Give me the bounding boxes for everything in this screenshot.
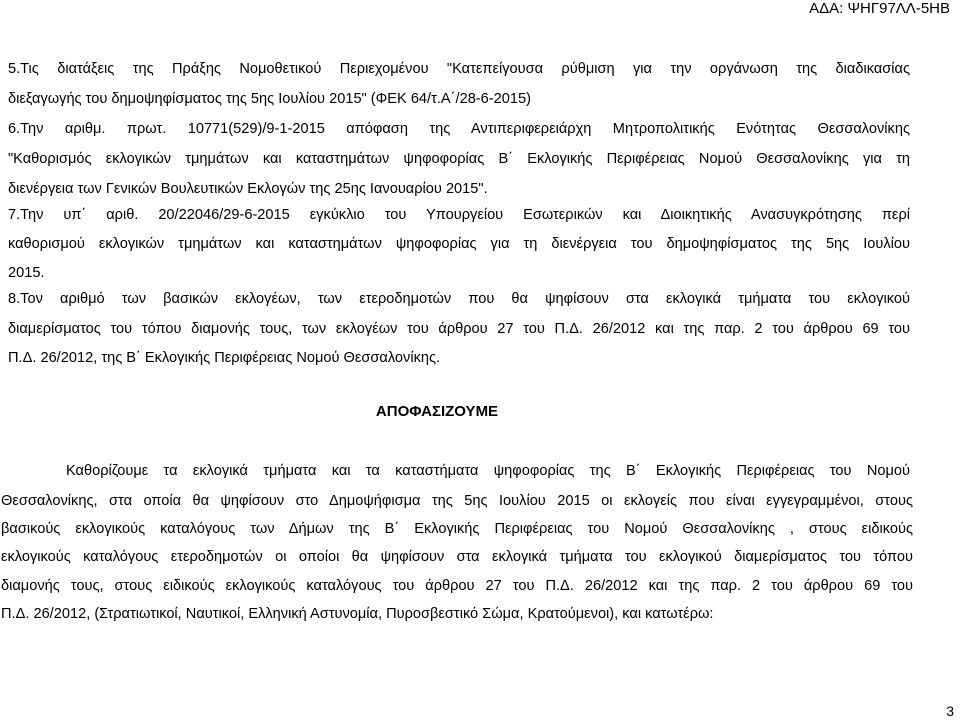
clause-7-line-1: 7.Την υπ΄ αριθ. 20/22046/29-6-2015 εγκύκλιο του Υπουργείου Εσωτερικών και Διοικητικής Ανασυγκρότησης περί <box>8 207 910 223</box>
page-number: 3 <box>946 703 954 719</box>
clause-8-line-3: Π.Δ. 26/2012, της Β΄ Εκλογικής Περιφέρειας Νομού Θεσσαλονίκης. <box>8 350 441 366</box>
clause-6-line-2: "Καθορισμός εκλογικών τμημάτων και καταστημάτων ψηφοφορίας Β΄ Εκλογικής Περιφέρειας Νομού Θεσσαλονίκης για τη <box>8 151 910 167</box>
decision-body-line-4: εκλογικούς καταλόγους ετεροδημοτών οι οποίοι θα ψηφίσουν στα εκλογικά τμήματα του εκλογικού διαμερίσματος του τόπου <box>1 549 913 565</box>
clause-5-line-1: 5.Τις διατάξεις της Πράξης Νομοθετικού Περιεχομένου "Κατεπείγουσα ρύθμιση για την οργάνωση της διαδικασίας <box>8 61 910 77</box>
clause-6-line-3: διενέργεια των Γενικών Βουλευτικών Εκλογών της 25ης Ιανουαρίου 2015". <box>8 181 488 197</box>
decision-body-line-2: Θεσσαλονίκης, στα οποία θα ψηφίσουν στο Δημοψήφισμα της 5ης Ιουλίου 2015 οι εκλογείς που είναι εγγεγραμμένοι, στους <box>1 493 913 509</box>
ada-code: ΑΔΑ: ΨΗΓ97ΛΛ-5ΗΒ <box>809 0 950 17</box>
clause-8-line-1: 8.Τον αριθμό των βασικών εκλογέων, των ετεροδημοτών που θα ψηφίσουν στα εκλογικά τμήματα του εκλογικού <box>8 291 910 307</box>
clause-8-line-2: διαμερίσματος του τόπου διαμονής τους, των εκλογέων του άρθρου 27 του Π.Δ. 26/2012 και της παρ. 2 του άρθρου 69 του <box>8 321 910 337</box>
clause-7-line-3: 2015. <box>8 265 45 281</box>
clause-7-line-2: καθορισμού εκλογικών τμημάτων και καταστημάτων ψηφοφορίας για τη διενέργεια του δημοψηφίσματος της 5ης Ιουλίου <box>8 236 910 252</box>
decision-body-line-3: βασικούς εκλογικούς καταλόγους των Δήμων της Β΄ Εκλογικής Περιφέρειας του Νομού Θεσσαλονίκης , στους ειδικούς <box>1 521 913 537</box>
decision-body-line-1: Καθορίζουμε τα εκλογικά τμήματα και τα καταστήματα ψηφοφορίας της Β΄ Εκλογικής Περιφέρειας του Νομού <box>66 463 910 479</box>
decision-body-line-6: Π.Δ. 26/2012, (Στρατιωτικοί, Ναυτικοί, Ελληνική Αστυνομία, Πυροσβεστικό Σώμα, Κρατούμενοι), και κατωτέρω: <box>1 606 714 622</box>
decision-body-line-5: διαμονής τους, στους ειδικούς εκλογικούς καταλόγους του άρθρου 27 του Π.Δ. 26/2012 και της παρ. 2 του άρθρου 69 του <box>1 578 913 594</box>
clause-6-line-1: 6.Την αριθμ. πρωτ. 10771(529)/9-1-2015 απόφαση της Αντιπεριφερειάρχη Μητροπολιτικής Ενότητας Θεσσαλονίκης <box>8 121 910 137</box>
clause-5-line-2: διεξαγωγής του δημοψηφίσματος της 5ης Ιουλίου 2015" (ΦΕΚ 64/τ.Α΄/28-6-2015) <box>8 91 531 107</box>
decision-heading: ΑΠΟΦΑΣΙΖΟΥΜΕ <box>375 403 499 420</box>
